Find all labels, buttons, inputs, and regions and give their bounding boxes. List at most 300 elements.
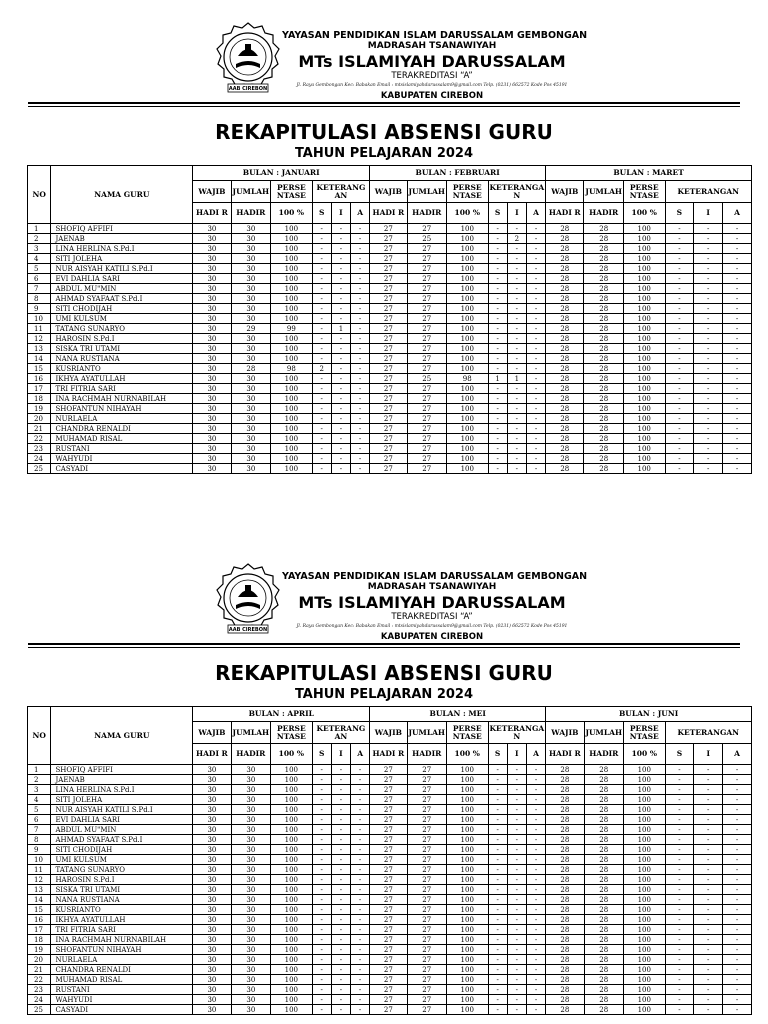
table-cell: 100: [623, 224, 665, 234]
table-cell: -: [694, 384, 723, 394]
table-cell: 100: [623, 775, 665, 785]
col-header-keterangan: KETERANG AN: [312, 181, 370, 203]
table-cell: -: [312, 334, 331, 344]
table-row: [28, 384, 752, 394]
table-row: [28, 935, 752, 945]
table-cell: -: [488, 975, 507, 985]
table-cell: -: [526, 945, 545, 955]
table-cell: 98: [446, 374, 488, 384]
table-cell: -: [488, 835, 507, 845]
table-cell: 100: [623, 895, 665, 905]
table-cell: 27: [370, 374, 407, 384]
table-cell: 30: [231, 434, 270, 444]
table-cell: -: [665, 314, 694, 324]
table-cell: 30: [193, 444, 231, 454]
table-cell: -: [723, 464, 752, 474]
table-cell: -: [488, 825, 507, 835]
table-row: [28, 765, 752, 775]
table-cell: -: [526, 785, 545, 795]
table-cell: 28: [584, 815, 623, 825]
table-cell: -: [312, 354, 331, 364]
table-cell: 30: [193, 324, 231, 334]
table-cell: -: [526, 965, 545, 975]
table-cell: 30: [231, 875, 270, 885]
table-cell: 28: [584, 234, 623, 244]
table-cell: 100: [446, 885, 488, 895]
table-cell: -: [723, 394, 752, 404]
table-cell: 27: [370, 795, 407, 805]
table-cell: 100: [271, 244, 313, 254]
row-number: 6: [28, 274, 51, 284]
teacher-name: KUSRIANTO: [51, 364, 193, 374]
table-cell: -: [488, 945, 507, 955]
header-rule-thin: [28, 647, 740, 648]
row-number: 2: [28, 775, 51, 785]
table-cell: 28: [546, 855, 584, 865]
table-cell: -: [331, 845, 350, 855]
school-address: Jl. Raya Gembongan Kec: Babakan Email : mtsislamiyahdarussalam9@gmail.com Telp. (0231) 662572 Kode Pos 45191: [296, 83, 568, 88]
teacher-name: SITI CHODIJAH: [51, 845, 193, 855]
table-cell: -: [694, 775, 723, 785]
table-cell: -: [694, 254, 723, 264]
table-cell: -: [351, 254, 370, 264]
table-cell: -: [331, 945, 350, 955]
table-cell: 27: [370, 394, 407, 404]
table-cell: -: [351, 234, 370, 244]
table-cell: -: [312, 795, 331, 805]
table-cell: 27: [407, 875, 446, 885]
table-cell: -: [331, 965, 350, 975]
table-cell: 100: [446, 354, 488, 364]
table-cell: 100: [446, 274, 488, 284]
table-cell: -: [507, 434, 526, 444]
teacher-name: UMI KULSUM: [51, 855, 193, 865]
table-cell: -: [312, 424, 331, 434]
table-cell: -: [351, 775, 370, 785]
table-cell: -: [665, 244, 694, 254]
table-cell: -: [723, 264, 752, 274]
table-cell: 30: [193, 294, 231, 304]
table-cell: 30: [193, 865, 231, 875]
table-cell: 27: [370, 825, 407, 835]
table-cell: -: [351, 975, 370, 985]
table-cell: -: [507, 354, 526, 364]
table-cell: 30: [231, 935, 270, 945]
table-cell: -: [312, 885, 331, 895]
table-cell: 27: [407, 965, 446, 975]
table-cell: 30: [231, 234, 270, 244]
table-row: [28, 444, 752, 454]
table-cell: -: [488, 985, 507, 995]
table-cell: -: [331, 775, 350, 785]
table-cell: -: [351, 424, 370, 434]
table-cell: -: [526, 975, 545, 985]
table-cell: -: [331, 414, 350, 424]
row-number: 13: [28, 344, 51, 354]
table-cell: 27: [407, 785, 446, 795]
table-cell: -: [488, 314, 507, 324]
table-cell: -: [331, 905, 350, 915]
table-cell: -: [312, 294, 331, 304]
table-cell: -: [351, 985, 370, 995]
table-cell: 100: [446, 985, 488, 995]
table-cell: -: [507, 795, 526, 805]
table-cell: -: [526, 895, 545, 905]
table-cell: 30: [231, 775, 270, 785]
table-cell: 30: [231, 254, 270, 264]
table-cell: -: [312, 304, 331, 314]
table-row: [28, 364, 752, 374]
table-cell: 100: [623, 244, 665, 254]
table-cell: -: [526, 264, 545, 274]
table-cell: -: [665, 384, 694, 394]
table-cell: 100: [271, 915, 313, 925]
table-cell: 28: [546, 825, 584, 835]
table-cell: 30: [231, 404, 270, 414]
table-cell: -: [526, 444, 545, 454]
table-cell: -: [312, 825, 331, 835]
table-cell: -: [694, 965, 723, 975]
table-cell: -: [488, 845, 507, 855]
teacher-name: IKHYA AYATULLAH: [51, 374, 193, 384]
table-cell: 28: [546, 454, 584, 464]
table-cell: -: [526, 815, 545, 825]
row-number: 14: [28, 354, 51, 364]
table-cell: -: [723, 374, 752, 384]
table-cell: -: [351, 1005, 370, 1015]
table-cell: -: [694, 955, 723, 965]
row-number: 22: [28, 975, 51, 985]
table-cell: 27: [407, 354, 446, 364]
table-cell: -: [351, 825, 370, 835]
col-header-nama: NAMA GURU: [51, 166, 193, 224]
table-cell: 100: [271, 945, 313, 955]
table-cell: -: [665, 354, 694, 364]
table-cell: 100: [623, 324, 665, 334]
table-cell: -: [351, 965, 370, 975]
logo-text: AAB CIREBON: [228, 627, 268, 633]
table-cell: 100: [446, 414, 488, 424]
table-cell: 27: [407, 905, 446, 915]
table-cell: -: [507, 935, 526, 945]
table-cell: 28: [584, 314, 623, 324]
table-cell: -: [723, 865, 752, 875]
col-header-sakit: S: [312, 203, 331, 224]
table-cell: -: [694, 815, 723, 825]
table-cell: 28: [584, 394, 623, 404]
table-cell: 28: [546, 444, 584, 454]
table-cell: 27: [370, 284, 407, 294]
table-cell: 100: [271, 875, 313, 885]
row-number: 19: [28, 945, 51, 955]
table-cell: -: [331, 364, 350, 374]
table-cell: -: [723, 935, 752, 945]
table-cell: -: [526, 905, 545, 915]
table-cell: 100: [623, 334, 665, 344]
table-cell: -: [488, 885, 507, 895]
col-header-hadir-wajib: HADI R: [546, 744, 584, 765]
table-cell: -: [694, 234, 723, 244]
table-cell: -: [312, 254, 331, 264]
table-cell: 27: [370, 965, 407, 975]
table-cell: -: [488, 244, 507, 254]
table-cell: 28: [584, 354, 623, 364]
col-header-persen: 100 %: [446, 203, 488, 224]
table-row: [28, 855, 752, 865]
school-address: Jl. Raya Gembongan Kec: Babakan Email : mtsislamiyahdarussalam9@gmail.com Telp. (0231) 662572 Kode Pos 45191: [296, 624, 568, 629]
row-number: 6: [28, 815, 51, 825]
table-cell: 30: [231, 945, 270, 955]
table-cell: -: [331, 765, 350, 775]
table-cell: -: [665, 795, 694, 805]
table-cell: 100: [271, 955, 313, 965]
table-cell: 100: [623, 424, 665, 434]
table-cell: 27: [370, 945, 407, 955]
teacher-name: NURLAELA: [51, 414, 193, 424]
table-cell: -: [312, 925, 331, 935]
table-cell: 28: [546, 865, 584, 875]
table-cell: -: [694, 264, 723, 274]
table-cell: 27: [370, 905, 407, 915]
table-cell: 27: [407, 254, 446, 264]
table-cell: -: [488, 895, 507, 905]
row-number: 16: [28, 374, 51, 384]
regency: KABUPATEN CIREBON: [380, 91, 484, 101]
table-cell: -: [507, 274, 526, 284]
table-cell: -: [507, 1005, 526, 1015]
header-rule-thick: [28, 643, 740, 645]
table-cell: 30: [193, 464, 231, 474]
table-cell: 28: [584, 324, 623, 334]
table-cell: -: [488, 965, 507, 975]
table-cell: 28: [584, 254, 623, 264]
table-cell: 100: [446, 244, 488, 254]
col-header-persentase: PERSE NTASE: [623, 181, 665, 203]
table-cell: 100: [446, 905, 488, 915]
col-header-persen: 100 %: [446, 744, 488, 765]
row-number: 14: [28, 895, 51, 905]
table-cell: -: [723, 284, 752, 294]
table-cell: 100: [623, 254, 665, 264]
table-cell: -: [665, 935, 694, 945]
table-cell: 100: [271, 765, 313, 775]
table-cell: 28: [546, 274, 584, 284]
teacher-name: ABDUL MU"MIN: [51, 284, 193, 294]
table-cell: -: [507, 995, 526, 1005]
table-cell: 27: [370, 244, 407, 254]
col-header-sakit: S: [665, 744, 694, 765]
table-cell: -: [694, 915, 723, 925]
table-cell: 28: [584, 404, 623, 414]
school-logo-icon: [216, 563, 280, 635]
table-cell: 100: [623, 965, 665, 975]
foundation-name: YAYASAN PENDIDIKAN ISLAM DARUSSALAM GEMBONGAN: [282, 30, 588, 41]
table-cell: 30: [193, 815, 231, 825]
table-cell: -: [488, 795, 507, 805]
table-cell: -: [723, 855, 752, 865]
row-number: 23: [28, 985, 51, 995]
table-cell: -: [526, 314, 545, 324]
col-header-sakit: S: [488, 744, 507, 765]
table-cell: -: [507, 775, 526, 785]
table-cell: 30: [193, 855, 231, 865]
col-header-sakit: S: [488, 203, 507, 224]
table-cell: -: [526, 274, 545, 284]
table-cell: -: [526, 765, 545, 775]
table-cell: -: [312, 845, 331, 855]
table-cell: 27: [407, 434, 446, 444]
col-header-jumlah: JUMLAH: [584, 722, 623, 744]
table-cell: 27: [370, 294, 407, 304]
table-cell: 27: [407, 454, 446, 464]
table-cell: 100: [271, 925, 313, 935]
table-cell: 100: [271, 444, 313, 454]
table-row: [28, 945, 752, 955]
table-cell: 28: [546, 244, 584, 254]
table-cell: -: [694, 334, 723, 344]
table-cell: 1: [488, 374, 507, 384]
table-row: [28, 234, 752, 244]
table-cell: 100: [271, 785, 313, 795]
table-cell: -: [694, 274, 723, 284]
col-header-hadir-wajib: HADI R: [193, 744, 231, 765]
table-cell: 27: [370, 895, 407, 905]
row-number: 15: [28, 905, 51, 915]
table-cell: -: [331, 294, 350, 304]
table-cell: 100: [271, 865, 313, 875]
table-cell: -: [488, 424, 507, 434]
foundation-name: YAYASAN PENDIDIKAN ISLAM DARUSSALAM GEMBONGAN: [282, 571, 588, 582]
table-cell: 100: [446, 284, 488, 294]
table-cell: 27: [407, 815, 446, 825]
table-row: [28, 925, 752, 935]
table-cell: -: [723, 995, 752, 1005]
teacher-name: HAROSIN S.Pd.I: [51, 334, 193, 344]
table-cell: -: [694, 765, 723, 775]
table-row: [28, 825, 752, 835]
month-header: BULAN : FEBRUARI: [370, 166, 546, 181]
table-cell: 28: [584, 785, 623, 795]
table-cell: -: [665, 945, 694, 955]
table-cell: 100: [446, 785, 488, 795]
table-cell: -: [526, 995, 545, 1005]
table-cell: 27: [370, 995, 407, 1005]
teacher-name: SITI CHODIJAH: [51, 304, 193, 314]
table-cell: 28: [584, 875, 623, 885]
row-number: 15: [28, 364, 51, 374]
table-cell: 28: [584, 414, 623, 424]
table-cell: -: [665, 444, 694, 454]
table-cell: -: [351, 815, 370, 825]
table-cell: -: [312, 444, 331, 454]
table-cell: 28: [584, 865, 623, 875]
table-cell: -: [507, 835, 526, 845]
table-cell: -: [694, 344, 723, 354]
table-cell: -: [331, 815, 350, 825]
table-row: [28, 434, 752, 444]
table-cell: -: [331, 835, 350, 845]
table-cell: 28: [546, 424, 584, 434]
teacher-name: NURLAELA: [51, 955, 193, 965]
table-cell: 27: [407, 955, 446, 965]
col-header-keterangan: KETERANGAN: [665, 181, 752, 203]
table-cell: -: [331, 955, 350, 965]
table-cell: -: [507, 224, 526, 234]
table-cell: 30: [231, 344, 270, 354]
table-cell: 100: [623, 304, 665, 314]
table-cell: 28: [546, 985, 584, 995]
teacher-name: HAROSIN S.Pd.I: [51, 875, 193, 885]
table-cell: 28: [546, 354, 584, 364]
col-header-jumlah: JUMLAH: [231, 722, 270, 744]
table-cell: 100: [623, 1005, 665, 1015]
table-cell: -: [723, 414, 752, 424]
table-cell: -: [331, 274, 350, 284]
row-number: 2: [28, 234, 51, 244]
table-cell: 100: [271, 274, 313, 284]
table-cell: 30: [193, 825, 231, 835]
table-cell: 27: [407, 334, 446, 344]
teacher-name: INA RACHMAH NURNABILAH: [51, 935, 193, 945]
table-cell: -: [694, 224, 723, 234]
table-cell: 28: [546, 364, 584, 374]
table-cell: 27: [370, 444, 407, 454]
table-cell: -: [331, 454, 350, 464]
table-cell: 30: [193, 905, 231, 915]
table-cell: -: [331, 995, 350, 1005]
table-cell: 28: [584, 975, 623, 985]
teacher-name: CHANDRA RENALDI: [51, 965, 193, 975]
row-number: 3: [28, 244, 51, 254]
table-cell: 30: [231, 454, 270, 464]
table-cell: 30: [193, 334, 231, 344]
col-header-sakit: S: [312, 744, 331, 765]
table-cell: 30: [231, 805, 270, 815]
teacher-name: EVI DAHLIA SARI: [51, 274, 193, 284]
table-cell: 30: [193, 765, 231, 775]
table-cell: 100: [623, 845, 665, 855]
table-cell: 100: [271, 845, 313, 855]
table-cell: -: [665, 334, 694, 344]
table-cell: -: [665, 324, 694, 334]
table-cell: -: [331, 394, 350, 404]
table-cell: -: [351, 294, 370, 304]
table-cell: 1: [331, 324, 350, 334]
table-cell: -: [507, 895, 526, 905]
table-cell: 28: [584, 464, 623, 474]
col-header-jumlah: JUMLAH: [407, 722, 446, 744]
table-cell: -: [331, 284, 350, 294]
table-cell: -: [312, 935, 331, 945]
table-cell: 30: [231, 274, 270, 284]
table-cell: 27: [370, 414, 407, 424]
report-title: REKAPITULASI ABSENSI GURU: [215, 661, 553, 685]
table-cell: -: [312, 955, 331, 965]
table-cell: -: [351, 875, 370, 885]
table-cell: 28: [546, 795, 584, 805]
table-cell: -: [526, 244, 545, 254]
table-cell: 27: [370, 324, 407, 334]
table-cell: -: [488, 394, 507, 404]
table-cell: 100: [446, 835, 488, 845]
table-cell: 28: [584, 845, 623, 855]
table-cell: -: [723, 975, 752, 985]
col-header-izin: I: [507, 744, 526, 765]
table-cell: -: [507, 865, 526, 875]
table-cell: -: [507, 334, 526, 344]
table-cell: -: [331, 424, 350, 434]
table-cell: 27: [370, 344, 407, 354]
